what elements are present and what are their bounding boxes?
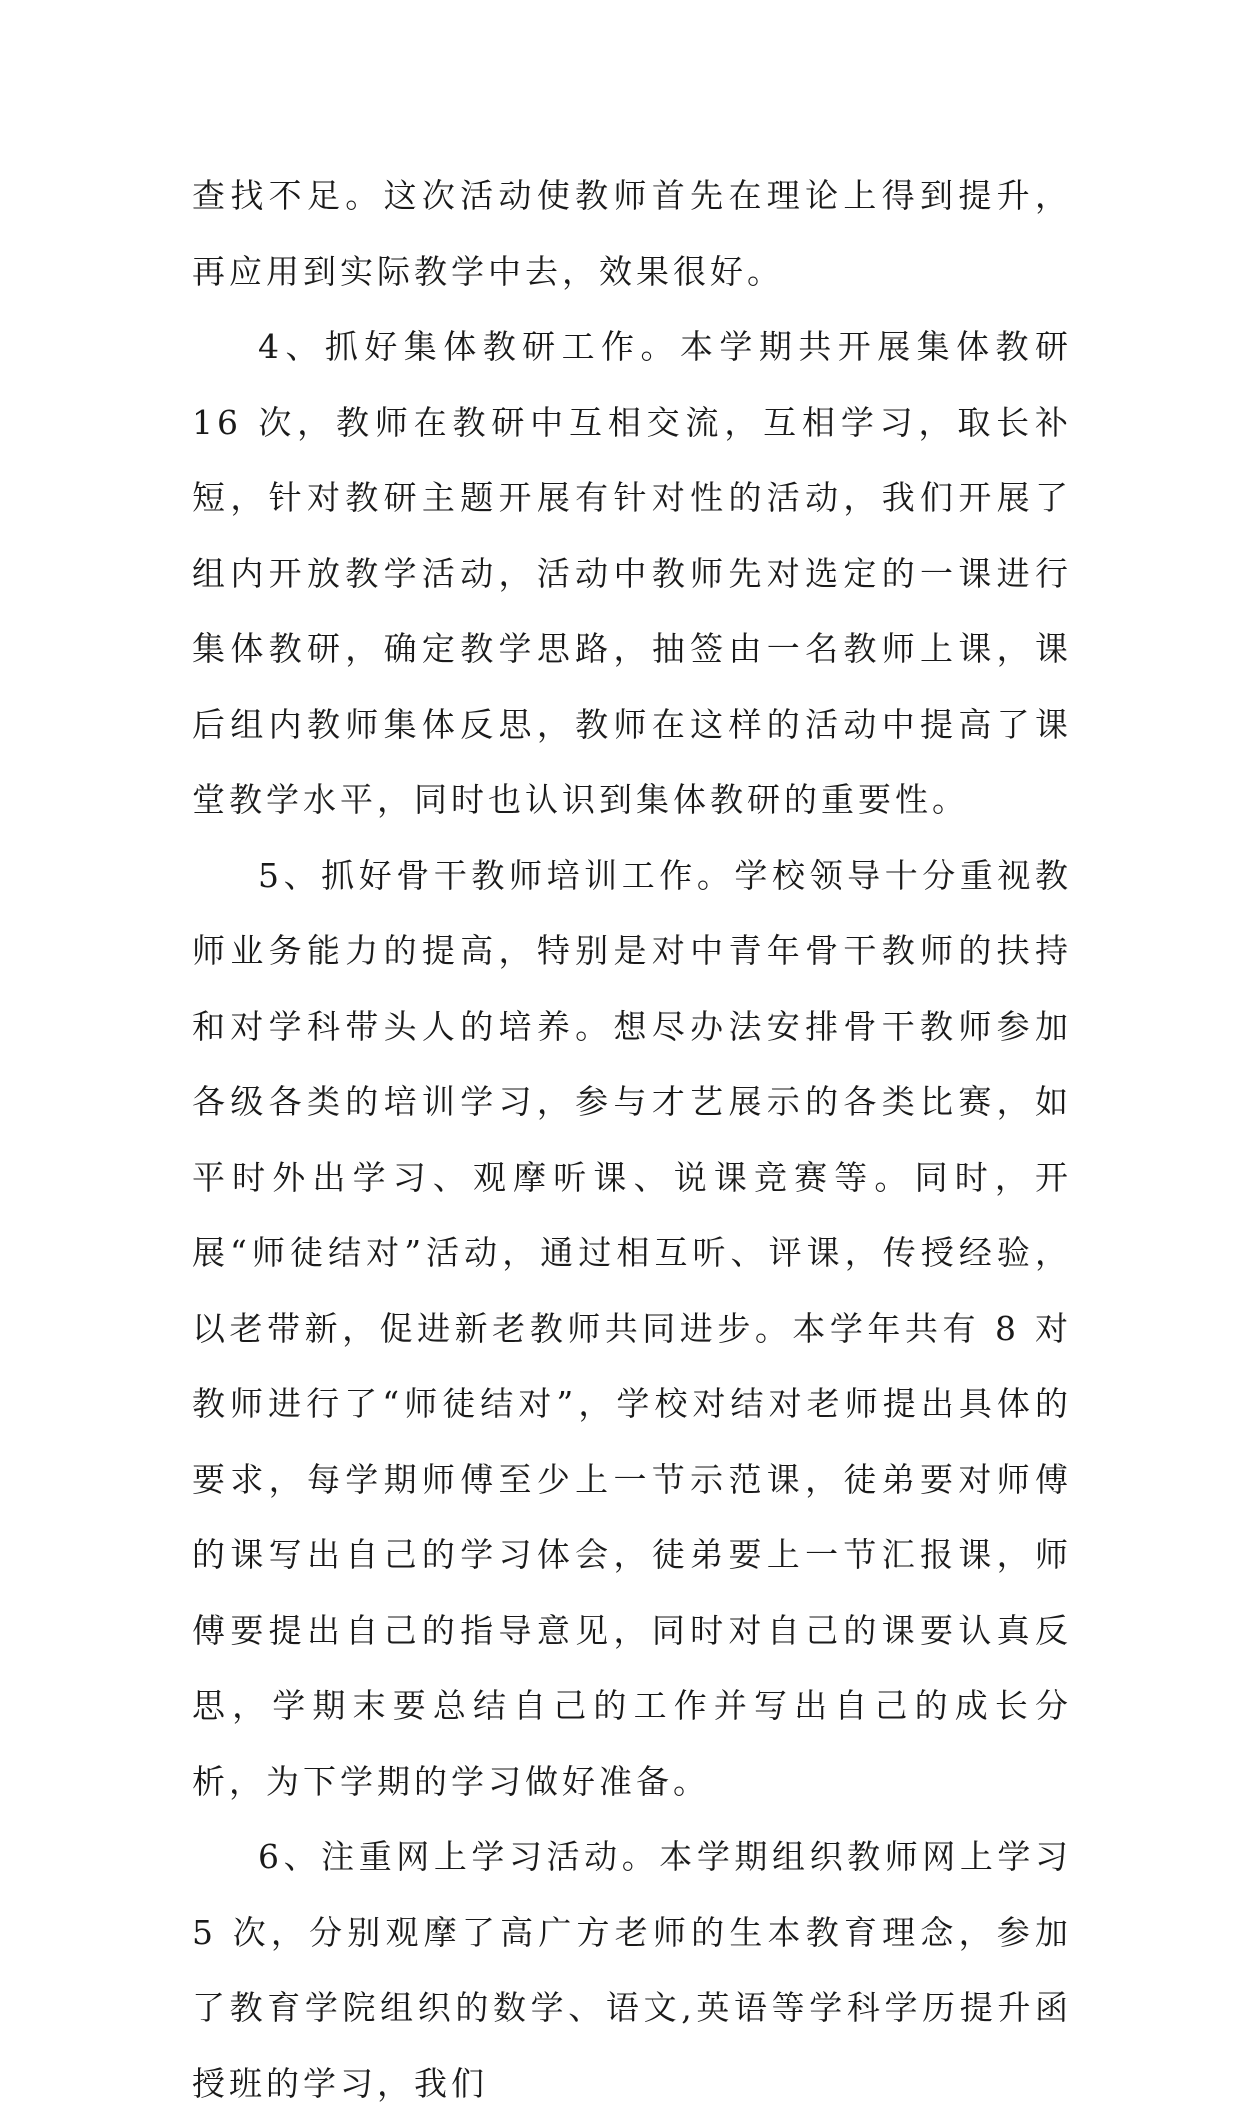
document-body xyxy=(192,158,1072,2121)
paragraph-continuation: 查找不足。这次活动使教师首先在理论上得到提升，再应用到实际教学中去，效果很好。 xyxy=(192,176,1072,291)
paragraph-item-4: 4、抓好集体教研工作。本学期共开展集体教研 16 次，教师在教研中互相交流，互相学习，取长补短，针对教研主题开展有针对性的活动，我们开展了组内开放教学活动，活动中教师先对选定的一课进行集体教研，确定教学思路，抽签由一名教师上课，课后组内教师集体反思，教师在这样的活动中提高了课堂教学水平，同时也认识到集体教研的重要性。 xyxy=(192,327,1072,819)
paragraph-item-5: 5、抓好骨干教师培训工作。学校领导十分重视教师业务能力的提高，特别是对中青年骨干教师的扶持和对学科带头人的培养。想尽办法安排骨干教师参加各级各类的培训学习，参与才艺展示的各类比赛，如平时外出学习、观摩听课、说课竞赛等。同时，开展“师徒结对”活动，通过相互听、评课，传授经验，以老带新，促进新老教师共同进步。本学年共有 8 对教师进行了“师徒结对”，学校对结对老师提出具体的要求，每学期师傅至少上一节示范课，徒弟要对师傅的课写出自己的学习体会，徒弟要上一节汇报课，师傅要提出自己的指导意见，同时对自己的课要认真反思，学期末要总结自己的工作并写出自己的成长分析，为下学期的学习做好准备。 xyxy=(192,855,1072,1801)
paragraph-item-6: 6、注重网上学习活动。本学期组织教师网上学习 5 次，分别观摩了高广方老师的生本教育理念，参加了教育学院组织的数学、语文,英语等学科学历提升函授班的学习，我们 xyxy=(192,1837,1072,2103)
